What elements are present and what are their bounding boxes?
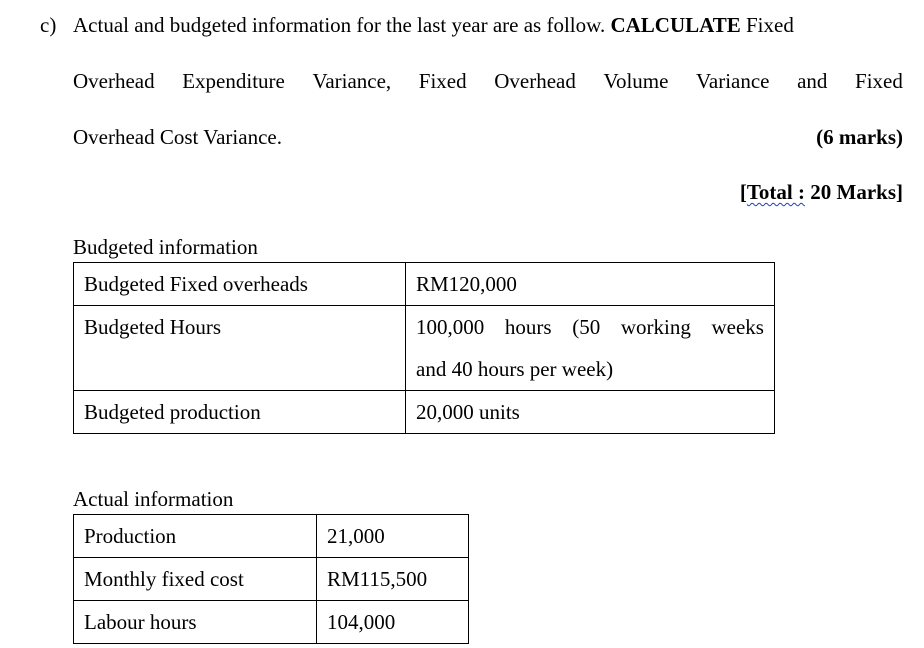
question-line-2 <box>73 69 903 94</box>
line-2-word: Fixed <box>855 69 903 93</box>
total-word: Total : <box>746 180 805 204</box>
actual-info-title: Actual information <box>73 487 234 511</box>
table-row <box>74 263 775 306</box>
labour-hours-label: Labour hours <box>74 601 317 644</box>
budgeted-hours-label: Budgeted Hours <box>74 306 406 391</box>
line-2-word: Volume <box>603 69 669 93</box>
table-row <box>74 601 469 644</box>
monthly-fixed-cost-value: RM115,500 <box>317 558 469 601</box>
monthly-fixed-cost-label: Monthly fixed cost <box>74 558 317 601</box>
budgeted-hours-value <box>406 306 775 391</box>
calculate-keyword: CALCULATE <box>610 13 741 37</box>
budgeted-production-label: Budgeted production <box>74 391 406 434</box>
hours-word: hours <box>504 315 552 339</box>
question-line-1-end: Fixed <box>746 13 794 37</box>
question-label: c) <box>40 13 57 37</box>
actual-production-label: Production <box>74 515 317 558</box>
budgeted-production-value: 20,000 units <box>406 391 775 434</box>
budgeted-hours-value-line-2: and 40 hours per week) <box>416 357 614 381</box>
table-row <box>74 558 469 601</box>
budgeted-info-title: Budgeted information <box>73 235 258 259</box>
question-line-1-text: Actual and budgeted information for the last year are as follow. <box>73 13 606 37</box>
hours-word: 100,000 <box>416 315 485 339</box>
question-line-3: Overhead Cost Variance. <box>73 125 282 149</box>
line-2-word: Overhead <box>494 69 576 93</box>
actual-production-value: 21,000 <box>317 515 469 558</box>
question-line-1 <box>73 13 794 38</box>
hours-word: (50 <box>572 315 601 339</box>
hours-word: working <box>620 315 691 339</box>
line-2-word: Overhead <box>73 69 155 93</box>
budgeted-info-table <box>73 262 775 434</box>
budgeted-fixed-overheads-value: RM120,000 <box>406 263 775 306</box>
table-row <box>74 515 469 558</box>
table-row <box>74 306 775 391</box>
total-rest: 20 Marks] <box>805 180 903 204</box>
actual-info-table <box>73 514 469 644</box>
line-2-word: and <box>797 69 828 93</box>
line-2-word: Fixed <box>418 69 467 93</box>
labour-hours-value: 104,000 <box>317 601 469 644</box>
marks-label: (6 marks) <box>816 125 903 149</box>
total-marks <box>740 180 903 205</box>
budgeted-fixed-overheads-label: Budgeted Fixed overheads <box>74 263 406 306</box>
line-2-word: Variance <box>696 69 770 93</box>
table-row <box>74 391 775 434</box>
line-2-word: Expenditure <box>182 69 285 93</box>
total-open-bracket: [ <box>739 180 747 204</box>
budgeted-hours-value-line-1 <box>416 306 764 348</box>
line-2-word: Variance, <box>312 69 392 93</box>
hours-word: weeks <box>711 315 764 339</box>
